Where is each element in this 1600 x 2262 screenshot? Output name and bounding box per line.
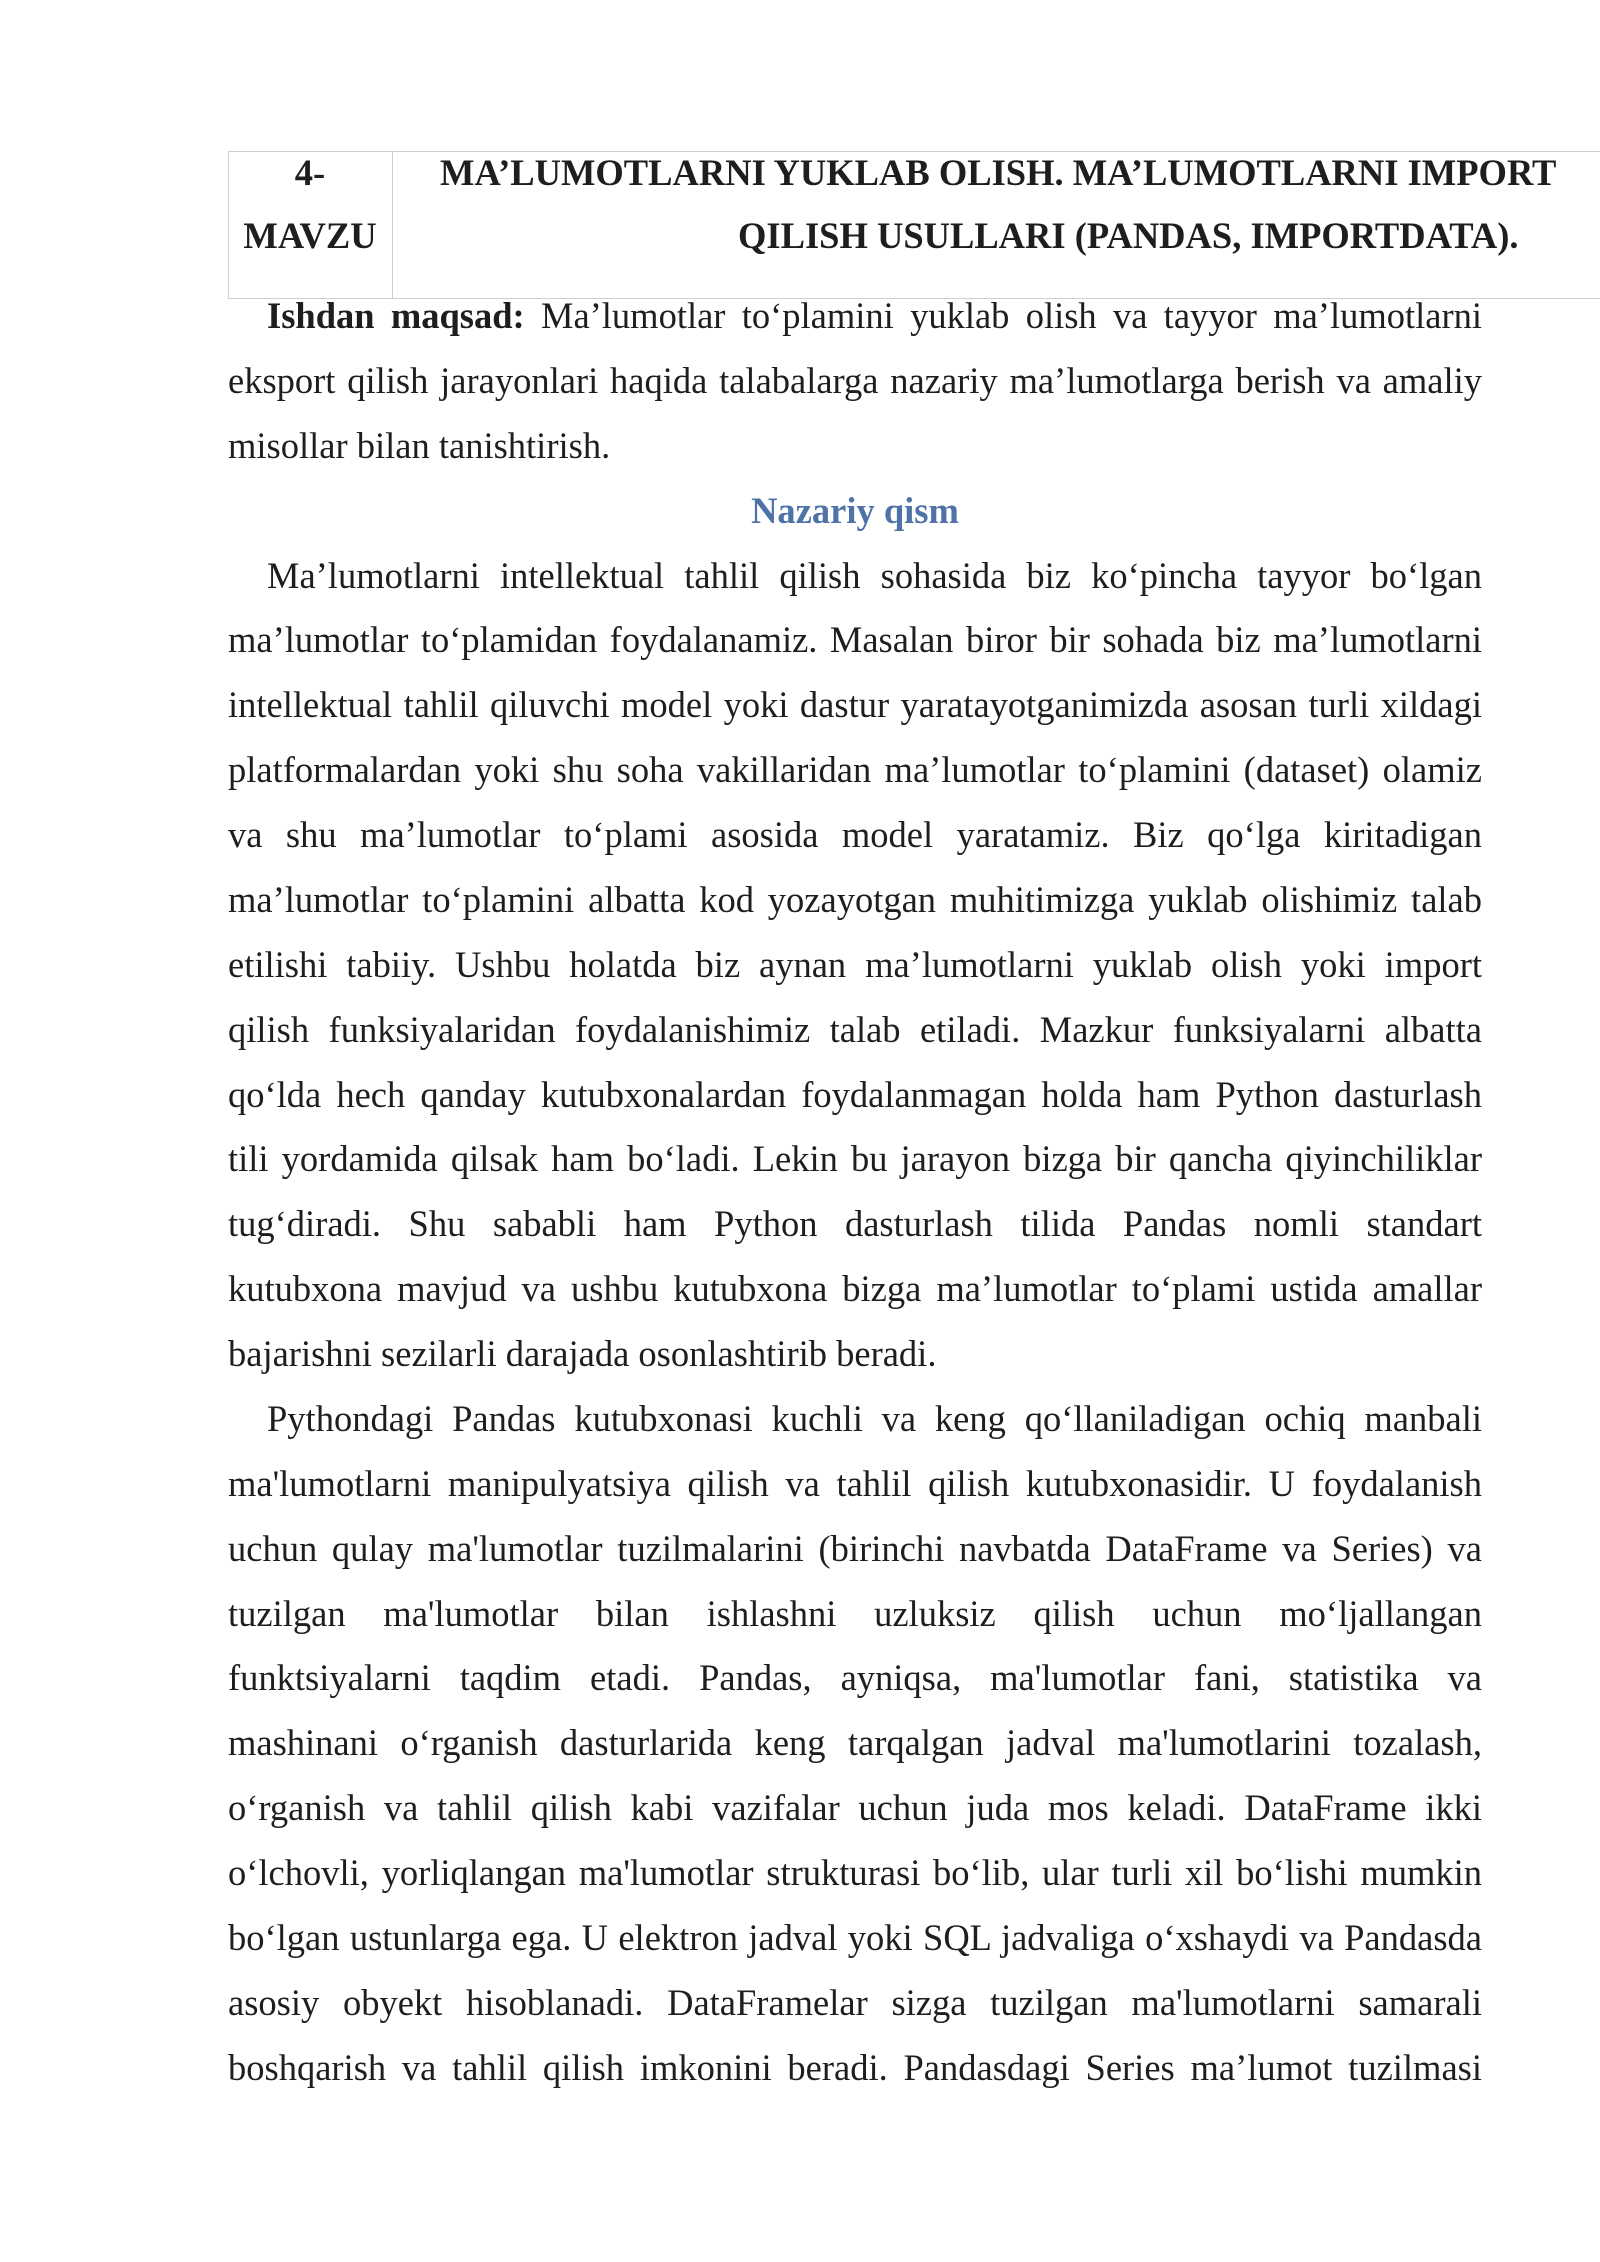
paragraph-line: Pythondagi Pandas kutubxonasi kuchli va keng qo‘llaniladigan ochiq manbali xyxy=(267,1397,1482,1439)
topic-title-line: MA’LUMOTLARNI YUKLAB OLISH. MA’LUMOTLARNI IMPORT xyxy=(440,152,1557,193)
paragraph-line: qilish funksiyalaridan foydalanishimiz talab etiladi. Mazkur funksiyalarni albatta xyxy=(228,1008,1482,1050)
paragraph-line: tuzilgan ma'lumotlar bilan ishlashni uzluksiz qilish uchun mo‘ljallangan xyxy=(228,1592,1482,1634)
paragraph-line-text: Ma’lumotlar to‘plamini yuklab olish va tayyor ma’lumotlarni xyxy=(540,295,1483,336)
topic-title-cell xyxy=(392,141,1600,268)
paragraph-line: ma’lumotlar to‘plamidan foydalanamiz. Masalan biror bir sohada biz ma’lumotlarni xyxy=(228,619,1482,661)
topic-number-cell xyxy=(228,141,392,268)
topic-number: 4- xyxy=(294,152,326,193)
paragraph-line: uchun qulay ma'lumotlar tuzilmalarini (birinchi navbatda DataFrame va Series) va xyxy=(228,1527,1482,1569)
topic-title-line: QILISH USULLARI (PANDAS, IMPORTDATA). xyxy=(738,215,1519,257)
paragraph-line: etilishi tabiiy. Ushbu holatda biz aynan ma’lumotlarni yuklab olish yoki import xyxy=(228,943,1482,985)
section-heading: Nazariy qism xyxy=(751,489,959,531)
paragraph-line: bo‘lgan ustunlarga ega. U elektron jadval yoki SQL jadvaliga o‘xshaydi va Pandasda xyxy=(228,1916,1482,1958)
paragraph-line: kutubxona mavjud va ushbu kutubxona bizga ma’lumotlar to‘plami ustida amallar xyxy=(228,1268,1482,1310)
paragraph xyxy=(228,1387,1482,2101)
paragraph-line: va shu ma’lumotlar to‘plami asosida model yaratamiz. Biz qo‘lga kiritadigan xyxy=(228,814,1482,855)
paragraph-line: boshqarish va tahlil qilish imkonini beradi. Pandasdagi Series ma’lumot tuzilmasi xyxy=(228,2046,1482,2088)
paragraph-line: intellektual tahlil qiluvchi model yoki dastur yaratayotganimizda asosan turli xildagi xyxy=(228,684,1482,726)
paragraph-line: tug‘diradi. Shu sababli ham Python dasturlash tilida Pandas nomli standart xyxy=(228,1203,1482,1245)
paragraph-line: o‘lchovli, yorliqlangan ma'lumotlar strukturasi bo‘lib, ular turli xil bo‘lishi mumkin xyxy=(228,1852,1482,1893)
document-body xyxy=(228,284,1482,2101)
paragraph-line: o‘rganish va tahlil qilish kabi vazifalar uchun juda mos keladi. DataFrame ikki xyxy=(228,1787,1482,1829)
paragraph-line: asosiy obyekt hisoblanadi. DataFramelar sizga tuzilgan ma'lumotlarni samarali xyxy=(228,1981,1482,2023)
paragraph-line: ma'lumotlarni manipulyatsiya qilish va tahlil qilish kutubxonasidir. U foydalanish xyxy=(228,1462,1482,1504)
paragraph-line: platformalardan yoki shu soha vakillaridan ma’lumotlar to‘plamini (dataset) olamiz xyxy=(228,749,1482,791)
purpose-label: Ishdan maqsad: xyxy=(267,295,525,336)
paragraph-line: ma’lumotlar to‘plamini albatta kod yozayotgan muhitimizga yuklab olishimiz talab xyxy=(228,878,1482,920)
paragraph-line: bajarishni sezilarli darajada osonlashtirib beradi. xyxy=(228,1333,937,1374)
paragraph-line: tili yordamida qilsak ham bo‘ladi. Lekin bu jarayon bizga bir qancha qiyinchiliklar xyxy=(228,1138,1482,1180)
paragraph-line xyxy=(228,284,1482,349)
paragraph-line: qo‘lda hech qanday kutubxonalardan foydalanmagan holda ham Python dasturlash xyxy=(228,1073,1482,1115)
paragraph xyxy=(228,544,1482,1387)
paragraph-line: misollar bilan tanishtirish. xyxy=(228,424,611,466)
paragraph-line: Ma’lumotlarni intellektual tahlil qilish sohasida biz ko‘pincha tayyor bo‘lgan xyxy=(267,554,1482,596)
paragraph-line: mashinani o‘rganish dasturlarida keng tarqalgan jadval ma'lumotlarini tozalash, xyxy=(228,1722,1482,1764)
topic-label: MAVZU xyxy=(243,215,377,257)
paragraph-line: funktsiyalarni taqdim etadi. Pandas, ayniqsa, ma'lumotlar fani, statistika va xyxy=(228,1657,1482,1699)
purpose-paragraph xyxy=(228,284,1482,479)
paragraph-line: eksport qilish jarayonlari haqida talabalarga nazariy ma’lumotlarga berish va amaliy xyxy=(228,359,1482,401)
